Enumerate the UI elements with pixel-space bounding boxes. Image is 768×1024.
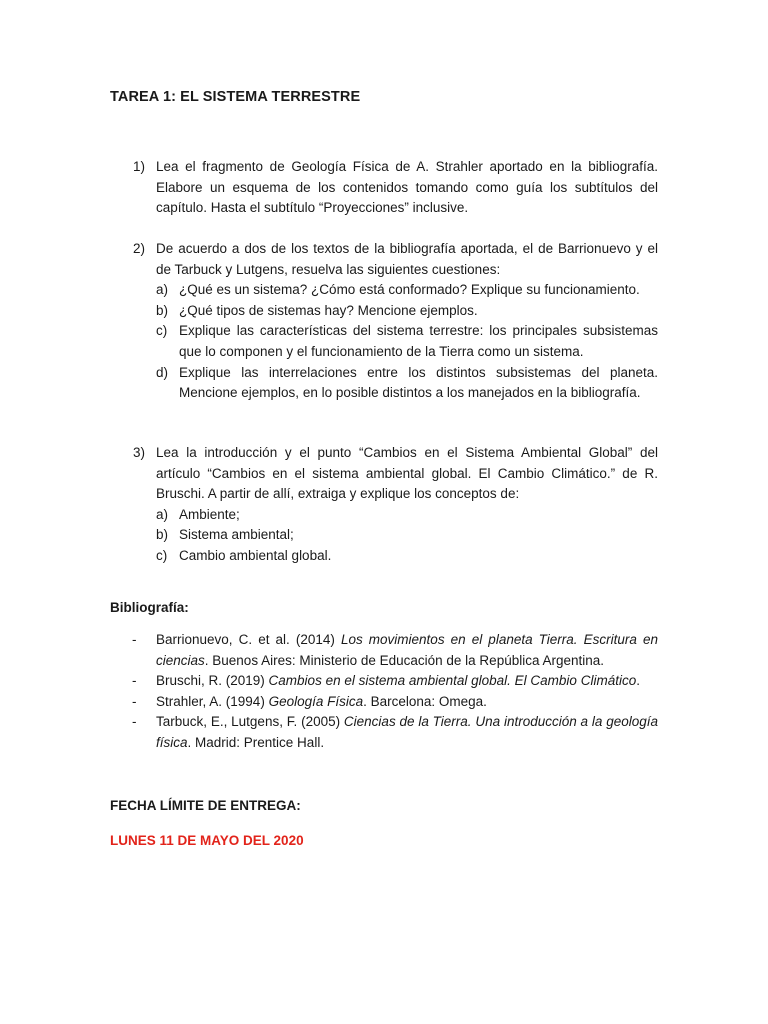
subitem-label: c) <box>156 323 168 339</box>
bibliography-entry <box>110 692 658 713</box>
subitem-label: a) <box>156 506 169 522</box>
deadline-label: FECHA LÍMITE DE ENTREGA: <box>110 798 301 813</box>
entry-publisher: . <box>636 673 640 689</box>
subitem <box>156 321 658 362</box>
bibliography-list <box>110 630 658 754</box>
task-text: Lea el fragmento de Geología Física de A. Strahler aportado en la bibliografía. Elabore un esquema de los contenidos tomando como guía los subtítulos del capítulo. Hasta el subtítulo “Proyecciones” inclusive. <box>156 159 658 216</box>
subitem-label: b) <box>156 527 169 543</box>
subitem-text: Cambio ambiental global. <box>179 547 332 563</box>
subitem-text: Explique las interrelaciones entre los distintos subsistemas del planeta. Mencione ejemplos, en lo posible distintos a los manejados en la bibliografía. <box>179 364 658 401</box>
entry-publisher: . Madrid: Prentice Hall. <box>187 734 325 750</box>
bullet-dash: - <box>132 714 137 730</box>
subitem-text: ¿Qué tipos de sistemas hay? Mencione ejemplos. <box>179 302 478 318</box>
subitem-text: Ambiente; <box>179 506 240 522</box>
subitem-text: Explique las características del sistema terrestre: los principales subsistemas que lo componen y el funcionamiento de la Tierra como un sistema. <box>179 323 658 359</box>
task-number: 1) <box>133 159 146 174</box>
subitem <box>156 363 658 404</box>
entry-publisher: . Barcelona: Omega. <box>363 693 487 709</box>
list-item <box>110 157 658 219</box>
task-3 <box>110 443 658 567</box>
subitem-text: ¿Qué es un sistema? ¿Cómo está conformado? Explique su funcionamiento. <box>179 282 640 298</box>
subitem <box>156 280 658 301</box>
subitem-label: c) <box>156 547 168 563</box>
bullet-dash: - <box>132 632 137 647</box>
task-text: De acuerdo a dos de los textos de la bibliografía aportada, el de Barrionuevo y el de Tarbuck y Lutgens, resuelva las siguientes cuestiones: <box>156 241 658 277</box>
task-number: 3) <box>133 445 146 460</box>
subitem-label: a) <box>156 282 169 298</box>
list-item <box>110 239 658 404</box>
entry-author: Strahler, A. (1994) <box>156 693 269 709</box>
list-item <box>110 443 658 567</box>
task-1 <box>110 157 658 219</box>
subitem-text: Sistema ambiental; <box>179 527 294 543</box>
subitem-label: d) <box>156 364 169 380</box>
entry-title: Geología Física <box>268 693 364 709</box>
subitem <box>156 505 658 526</box>
bibliography-entry <box>110 712 658 753</box>
task-number: 2) <box>133 241 146 256</box>
subitem <box>156 525 658 546</box>
task-2 <box>110 239 658 404</box>
document-title: TAREA 1: EL SISTEMA TERRESTRE <box>110 89 361 105</box>
subitem <box>156 546 658 567</box>
entry-publisher: . Buenos Aires: Ministerio de Educación de la República Argentina. <box>204 652 605 668</box>
entry-title: Ciencias de la Tierra. Una introducción a la geología física <box>156 714 658 750</box>
entry-author: Bruschi, R. (2019) <box>156 673 269 689</box>
subitem <box>156 301 658 322</box>
deadline-date: LUNES 11 DE MAYO DEL 2020 <box>110 833 304 848</box>
subitem-label: b) <box>156 302 169 318</box>
bibliography-entry <box>110 630 658 671</box>
bibliography-entry <box>110 671 658 692</box>
entry-title: Cambios en el sistema ambiental global. El Cambio Climático <box>268 673 637 689</box>
bullet-dash: - <box>132 693 137 709</box>
entry-author: Barrionuevo, C. et al. (2014) <box>156 632 341 647</box>
entry-title: Los movimientos en el planeta Tierra. Escritura en ciencias <box>156 632 658 668</box>
bibliography-heading: Bibliografía: <box>110 600 189 615</box>
entry-author: Tarbuck, E., Lutgens, F. (2005) <box>156 714 344 730</box>
task-text: Lea la introducción y el punto “Cambios en el Sistema Ambiental Global” del artículo “Cambios en el sistema ambiental global. El Cambio Climático.” de R. Bruschi. A partir de allí, extraiga y explique los conceptos de: <box>156 445 658 502</box>
bullet-dash: - <box>132 673 137 689</box>
